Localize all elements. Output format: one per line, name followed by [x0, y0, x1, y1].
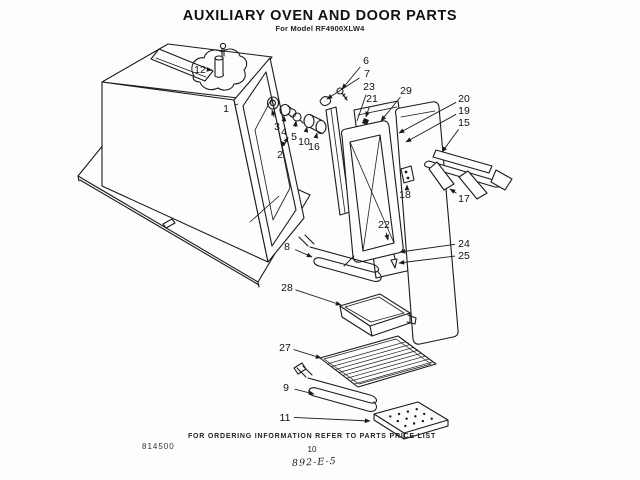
ordering-note: FOR ORDERING INFORMATION REFER TO PARTS PRICE LIST — [187, 433, 437, 440]
callout-number-22: 22 — [378, 219, 390, 231]
callout-number-18: 18 — [399, 189, 411, 201]
callout-number-8: 8 — [284, 241, 290, 253]
callout-27 — [279, 342, 321, 358]
callout-28 — [281, 282, 341, 305]
callout-number-25: 25 — [458, 250, 470, 262]
callout-number-29: 29 — [400, 85, 412, 97]
callout-15 — [442, 117, 470, 152]
callout-8 — [284, 241, 312, 257]
callout-number-24: 24 — [458, 238, 470, 250]
callout-number-28: 28 — [281, 282, 293, 294]
callout-number-4: 4 — [281, 126, 287, 138]
callout-17 — [450, 189, 470, 205]
doc-number: 814500 — [142, 442, 175, 451]
callout-16 — [308, 133, 320, 153]
model-subtitle: For Model RF4900XLW4 — [275, 24, 365, 33]
callout-5 — [291, 121, 297, 143]
callout-number-16: 16 — [308, 141, 320, 153]
callout-number-23: 23 — [363, 81, 375, 93]
callout-number-6: 6 — [363, 55, 369, 67]
oven-cavity-drawing — [102, 43, 304, 262]
callout-number-27: 27 — [279, 342, 291, 354]
page-title: AUXILIARY OVEN AND DOOR PARTS — [182, 8, 458, 24]
callout-number-10: 10 — [298, 136, 310, 148]
callout-number-17: 17 — [458, 193, 470, 205]
callout-number-15: 15 — [458, 117, 470, 129]
callout-number-19: 19 — [458, 105, 470, 117]
callout-number-21: 21 — [366, 93, 378, 105]
callout-11 — [280, 412, 370, 424]
page-number: 10 — [307, 445, 317, 454]
callout-number-5: 5 — [291, 131, 297, 143]
callout-number-11: 11 — [279, 412, 291, 424]
callout-number-7: 7 — [364, 68, 370, 80]
callout-number-3: 3 — [274, 121, 280, 133]
callout-number-9: 9 — [283, 382, 289, 394]
screw-and-clip-drawing — [320, 88, 347, 106]
handwritten-mark: 892-E-5 — [291, 455, 337, 470]
callout-number-1: 1 — [223, 103, 229, 115]
callout-number-2: 2 — [277, 149, 283, 161]
callout-number-12: 12 — [194, 64, 206, 76]
callout-number-20: 20 — [458, 93, 470, 105]
broil-pan-drawing — [340, 294, 416, 336]
